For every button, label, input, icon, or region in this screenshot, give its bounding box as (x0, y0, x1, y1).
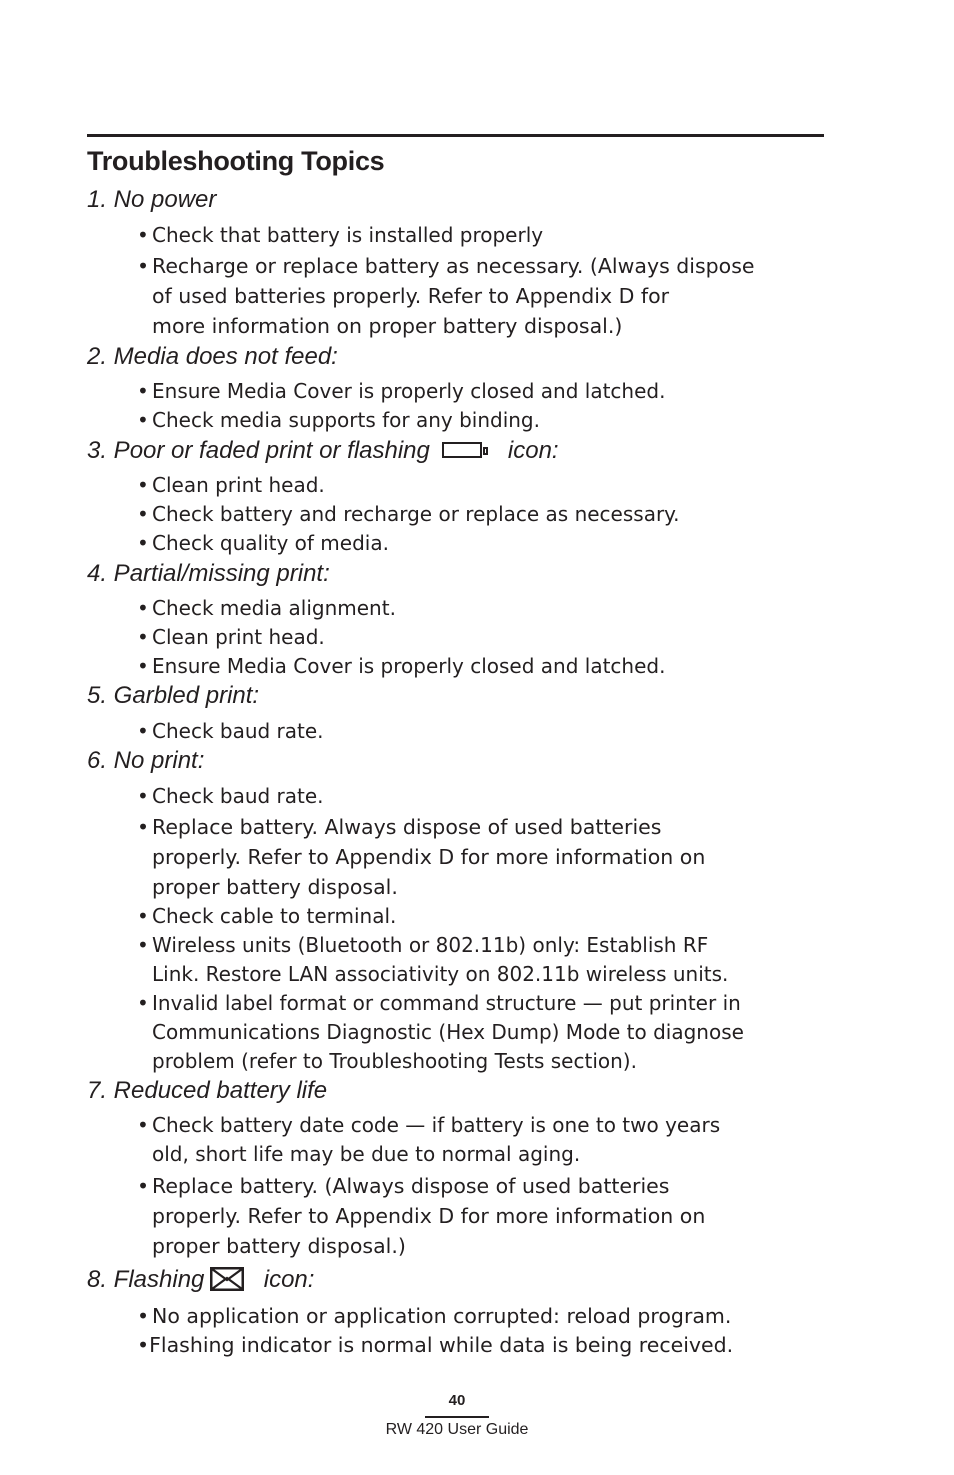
list-item: • No application or application corrupted: reload program. (137, 1304, 732, 1328)
list-item: • Check battery date code — if battery is one to two years old, short life may be due to normal aging. (137, 1113, 721, 1166)
topic-heading-media-does-not-feed: 2. Media does not feed: (87, 343, 338, 370)
page-number: 40 (448, 1392, 466, 1409)
topic-heading-reduced-battery-life: 7. Reduced battery life (87, 1077, 328, 1104)
footer-rule (425, 1416, 489, 1418)
list-item: •Flashing indicator is normal while data is being received. (137, 1333, 734, 1357)
topic-heading-partial-missing-print: 4. Partial/missing print: (87, 560, 330, 587)
list-item: • Clean print head. (137, 625, 325, 649)
list-item: • Check cable to terminal. (137, 904, 397, 928)
list-item: • Ensure Media Cover is properly closed and latched. (137, 654, 666, 678)
list-item: • Check battery and recharge or replace as necessary. (137, 502, 680, 526)
list-item: • Invalid label format or command structure — put printer in Communications Diagnostic (Hex Dump) Mode to diagnose problem (refer to Troubleshooting Tests section). (137, 991, 744, 1073)
list-item: • Check baud rate. (137, 719, 324, 743)
list-item: • Recharge or replace battery as necessary. (Always dispose of used batteries properly. Refer to Appendix D for more information on proper battery disposal.) (137, 254, 755, 338)
list-item: • Wireless units (Bluetooth or 802.11b) only: Establish RF Link. Restore LAN associativity on 802.11b wireless units. (137, 933, 729, 986)
list-item: • Check media alignment. (137, 596, 396, 620)
topic-heading-no-power: 1. No power (87, 186, 217, 213)
topic-heading-flashing-envelope: 8. Flashing icon: (87, 1266, 315, 1293)
page-title: Troubleshooting Topics (87, 146, 385, 176)
top-rule (87, 134, 824, 137)
topic-heading-no-print: 6. No print: (87, 747, 205, 774)
list-item: • Check baud rate. (137, 784, 324, 808)
topic-heading-garbled-print: 5. Garbled print: (87, 682, 260, 709)
battery-icon (442, 442, 482, 458)
list-item: • Check that battery is installed properly (137, 223, 544, 247)
list-item: • Ensure Media Cover is properly closed and latched. (137, 379, 666, 403)
list-item: • Replace battery. (Always dispose of used batteries properly. Refer to Appendix D for more information on proper battery disposal.) (137, 1174, 706, 1258)
list-item: • Replace battery. Always dispose of used batteries properly. Refer to Appendix D for more information on proper battery disposal. (137, 815, 706, 899)
guide-title: RW 420 User Guide (385, 1421, 529, 1438)
topic-heading-poor-print: 3. Poor or faded print or flashing icon: (87, 437, 559, 464)
envelope-icon (210, 1267, 244, 1291)
list-item: • Clean print head. (137, 473, 325, 497)
list-item: • Check media supports for any binding. (137, 408, 540, 432)
list-item: • Check quality of media. (137, 531, 389, 555)
